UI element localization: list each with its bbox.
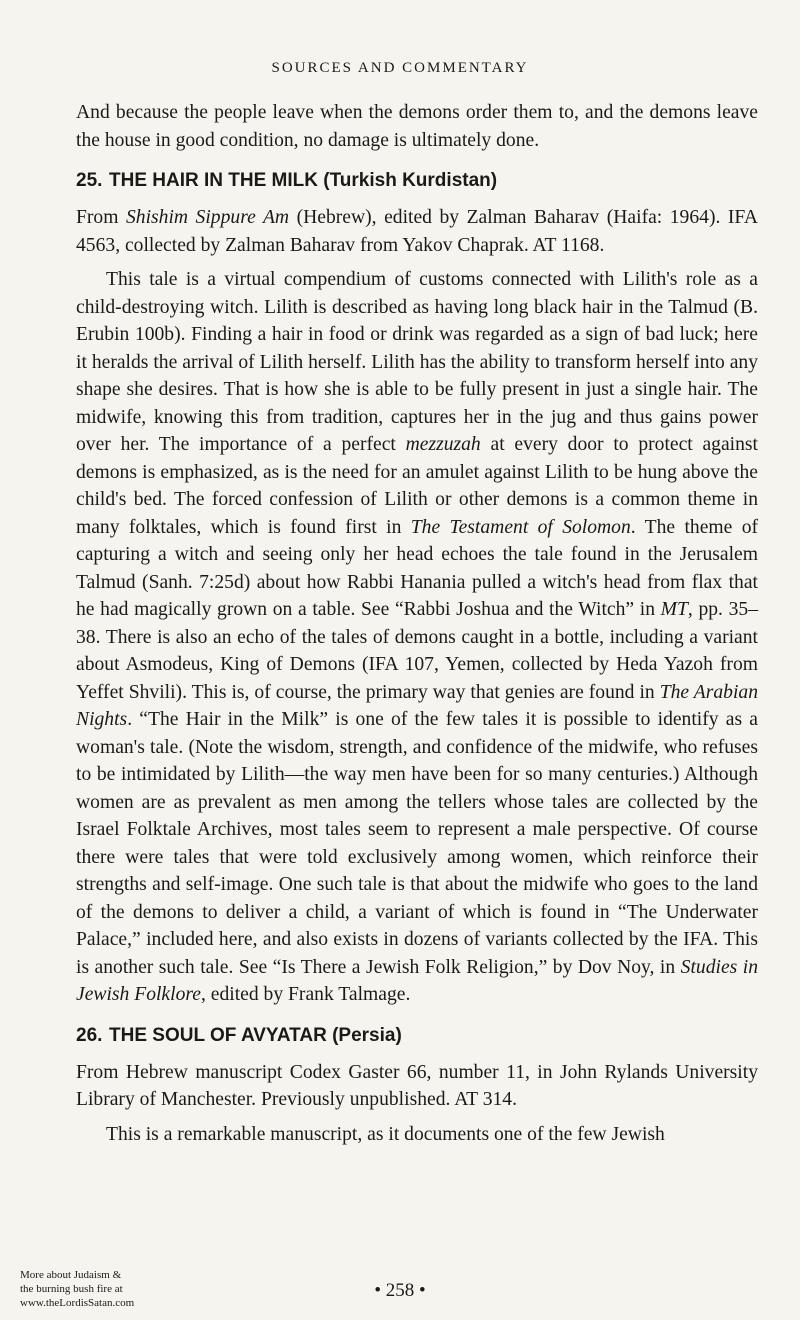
commentary-italic-studies: Studies in Jewish Folklore [76,956,758,1005]
credit-line-1: More about Judaism & [20,1269,122,1281]
credit-line-2: the burning bush fire at [20,1283,123,1295]
section-25-source [76,204,758,259]
commentary-text-6: , edited by Frank Talmage. [200,984,411,1005]
commentary-text-4: , pp. 35–38. There is also an echo of the tales of demons caught in a bottle, including a variant about Asmodeus, King of Demons (IFA 107, Yemen, collected by Heda Yazoh from Yeffet Shvili). This is, of course, the primary way that genies are found in [76,599,758,703]
source-prefix: From [76,207,126,228]
source-details: (Hebrew), edited by Zalman Baharav (Haifa: 1964). IFA 4563, collected by Zalman Baharav from Yakov Chaprak. AT 1168. [76,207,759,256]
section-26-heading [76,1023,758,1049]
section-26-title: THE SOUL OF AVYATAR (Persia) [109,1024,402,1046]
section-26-source: From Hebrew manuscript Codex Gaster 66, number 11, in John Rylands University Library of Manchester. Previously unpublished. AT 314. [76,1061,758,1110]
commentary-italic-testament: The Testament of Solomon [410,516,631,538]
page-number: • 258 • [374,1280,426,1301]
section-26-commentary: This is a remarkable manuscript, as it documents one of the few Jewish [106,1123,665,1145]
intro-paragraph: And because the people leave when the demons order them to, and the demons leave the house in good condition, no damage is ultimately done. [76,102,758,151]
source-title: Shishim Sippure Am [125,207,290,228]
section-25-commentary [76,266,758,1009]
section-26-number: 26. [76,1024,103,1046]
running-head: SOURCES AND COMMENTARY [271,60,529,76]
credit-line-3: www.theLordisSatan.com [20,1297,135,1309]
commentary-italic-arabian-nights: The Arabian Nights [76,681,758,730]
commentary-italic-mt: MT [660,599,688,620]
page-body [76,99,758,1148]
commentary-text-2: at every door to protect against demons is emphasized, as is the need for an amulet against Lilith to be hung above the child's bed. The forced confession of Lilith or other demons is a common theme in many folktales, which is found first in [76,434,758,538]
commentary-text-3: . The theme of capturing a witch and seeing only her head echoes the tale found in the Jerusalem Talmud (Sanh. 7:25d) about how Rabbi Hanania pulled a witch's head from flax that he had magically grown on a table. See “Rabbi Joshua and the Witch” in [76,516,759,620]
commentary-text-5: . “The Hair in the Milk” is one of the few tales it is possible to identify as a woman's tale. (Note the wisdom, strength, and confidence of the midwife, who refuses to be intimidated by Lilith—the way men have been for so many centuries.) Although women are as prevalent as men among the tellers whose tales are collected by the Israel Folktale Archives, most tales seem to represent a male perspective. Of course there were tales that were told exclusively among women, which reinforce their strengths and self-image. One such tale is that about the midwife who goes to the land of the demons to deliver a child, a variant of which is found in “The Underwater Palace,” included here, and also exists in dozens of variants collected by the IFA. This is another such tale. See “Is There a Jewish Folk Religion,” by Dov Noy, in [76,709,758,978]
section-25-number: 25. [76,170,103,191]
section-25-heading [76,168,758,194]
commentary-italic-mezzuzah: mezzuzah [405,434,481,455]
commentary-text-1: This tale is a virtual compendium of customs connected with Lilith's role as a child-destroying witch. Lilith is described as having long black hair in the Talmud (B. Erubin 100b). Finding a hair in food or drink was regarded as a sign of bad luck; here it heralds the arrival of Lilith herself. Lilith has the ability to transform herself into any shape she desires. That is how she is able to be fully present in just a single hair. The midwife, knowing this from tradition, captures her in the jug and thus gains power over her. The importance of a perfect [76,269,758,455]
section-25-title: THE HAIR IN THE MILK (Turkish Kurdistan) [109,170,498,191]
